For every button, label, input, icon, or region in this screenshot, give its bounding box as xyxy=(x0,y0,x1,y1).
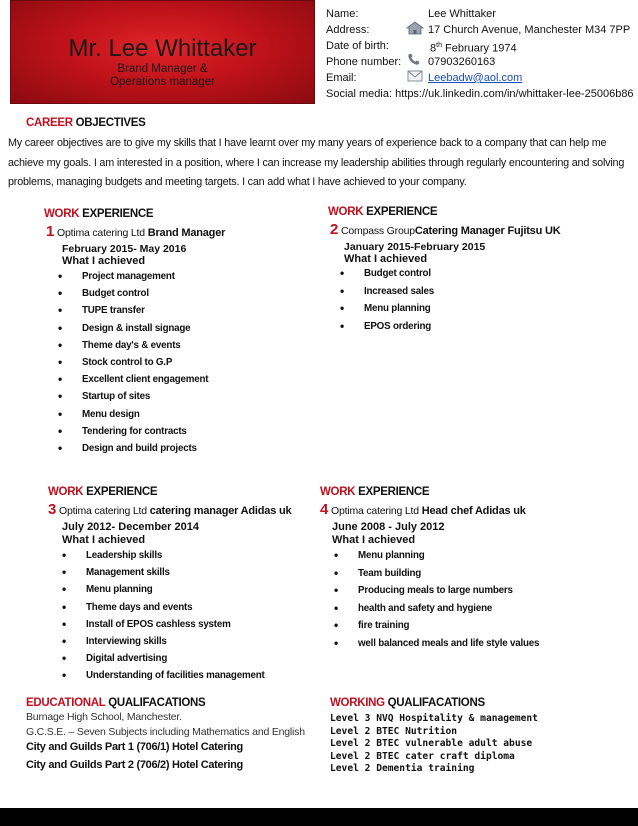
work-experience-title-4: WORK EXPERIENCE xyxy=(320,486,430,498)
phone-label: Phone number: xyxy=(326,56,402,68)
list-item: • Interviewing skills xyxy=(62,633,265,650)
list-item: • EPOS ordering xyxy=(340,318,434,336)
list-item: Level 2 BTEC Nutrition xyxy=(330,725,458,737)
name-label: Name: xyxy=(326,8,359,20)
list-item: • Theme days and events xyxy=(62,599,265,616)
list-item: • Team building xyxy=(334,565,539,583)
education-gcse: G.C.S.E. – Seven Subjects including Mathematics and English xyxy=(26,726,305,738)
list-item: Level 2 BTEC vulnerable adult abuse xyxy=(330,738,533,749)
list-item: • Excellent client engagement xyxy=(58,371,208,388)
subtitle-line-1: Brand Manager & xyxy=(117,63,208,75)
list-item: • Design and build projects xyxy=(58,440,208,457)
job-2-dates: January 2015-February 2015 xyxy=(344,241,486,253)
dob-value: 8th February 1974 xyxy=(430,42,517,55)
education-city-guilds-2: City and Guilds Part 2 (706/2) Hotel Catering xyxy=(26,759,243,771)
dob-label: Date of birth: xyxy=(326,40,389,52)
list-item: • Producing meals to large numbers xyxy=(334,582,539,600)
job-1-list xyxy=(58,268,208,457)
list-item: • health and safety and hygiene xyxy=(334,600,539,618)
candidate-name: Mr. Lee Whittaker xyxy=(68,35,257,62)
work-experience-title-1: WORK EXPERIENCE xyxy=(44,208,154,220)
subtitle-line-2: Operations manager xyxy=(110,76,215,88)
list-item: Level 3 NVQ Hospitality & management xyxy=(330,713,538,724)
list-item: • Menu planning xyxy=(340,300,434,318)
list-item: • Leadership skills xyxy=(62,547,265,564)
job-4-list xyxy=(334,547,539,653)
job-3-list xyxy=(62,547,265,685)
working-qualifications-title: WORKING QUALIFACATIONS xyxy=(330,697,485,709)
job-1-achieved-label: What I achieved xyxy=(62,255,146,267)
social-media: Social media: https://uk.linkedin.com/in/whittaker-lee-25006b86 xyxy=(326,88,634,100)
footer-bar xyxy=(0,808,638,826)
education-school: Burnage High School, Manchester. xyxy=(26,711,182,723)
job-1-dates: February 2015- May 2016 xyxy=(62,243,187,255)
list-item: • Startup of sites xyxy=(58,388,208,405)
job-2-achieved-label: What I achieved xyxy=(344,253,428,265)
job-3-achieved-label: What I achieved xyxy=(62,534,146,546)
list-item: • Understanding of facilities management xyxy=(62,667,265,684)
list-item: • Menu design xyxy=(58,406,208,423)
job-3-heading: 3 Optima catering Ltd catering manager Adidas uk xyxy=(48,501,292,518)
address-label: Address: xyxy=(326,24,370,36)
phone-icon xyxy=(406,52,424,66)
list-item: • Stock control to G.P xyxy=(58,354,208,371)
career-objectives-title: CAREER OBJECTIVES xyxy=(26,117,146,129)
name-value: Lee Whittaker xyxy=(428,8,496,20)
job-2-heading: 2 Compass GroupCatering Manager Fujitsu UK xyxy=(330,221,561,238)
educational-qualifications-title: EDUCATIONAL QUALIFACATIONS xyxy=(26,697,206,709)
job-2-list xyxy=(340,265,434,335)
list-item: • Management skills xyxy=(62,564,265,581)
list-item: • fire training xyxy=(334,617,539,635)
list-item: • Theme day's & events xyxy=(58,337,208,354)
list-item: Level 2 BTEC cater craft diploma xyxy=(330,750,515,762)
list-item: • Menu planning xyxy=(62,581,265,598)
list-item: • Budget control xyxy=(340,265,434,283)
work-experience-title-3: WORK EXPERIENCE xyxy=(48,486,158,498)
phone-value: 07903260163 xyxy=(428,56,496,68)
list-item: • Project management xyxy=(58,268,208,285)
job-3-dates: July 2012- December 2014 xyxy=(62,521,199,533)
list-item: • Design & install signage xyxy=(58,320,208,337)
list-item: • Menu planning xyxy=(334,547,539,565)
work-experience-title-2: WORK EXPERIENCE xyxy=(328,206,438,218)
email-link[interactable]: Leebadw@aol.com xyxy=(428,72,523,84)
list-item: • Increased sales xyxy=(340,283,434,301)
email-label: Email: xyxy=(326,72,357,84)
list-item: • Install of EPOS cashless system xyxy=(62,616,265,633)
address-value: 17 Church Avenue, Manchester M34 7PP xyxy=(428,24,631,36)
job-4-achieved-label: What I achieved xyxy=(332,534,416,546)
job-4-heading: 4 Optima catering Ltd Head chef Adidas uk xyxy=(320,501,526,518)
envelope-icon xyxy=(406,69,424,83)
working-qualifications-list xyxy=(330,713,538,776)
house-icon xyxy=(406,21,424,35)
list-item: Level 2 Dementia training xyxy=(330,763,475,774)
list-item: • TUPE transfer xyxy=(58,302,208,319)
career-objectives-text: My career objectives are to give my skills that I have learnt over my many years of experience back to a company that can help me achieve my goals. I am interested in a position, where I can increase my leadership abilities through regularly encountering and solving problems, managing budgets and meeting targets. I can add what I have achieved to your company. xyxy=(8,137,625,188)
list-item: • Tendering for contracts xyxy=(58,423,208,440)
list-item: • well balanced meals and life style values xyxy=(334,635,539,653)
list-item: • Digital advertising xyxy=(62,650,265,667)
education-city-guilds-1: City and Guilds Part 1 (706/1) Hotel Catering xyxy=(26,741,243,753)
job-1-heading: 1 Optima catering Ltd Brand Manager xyxy=(46,223,226,240)
list-item: • Budget control xyxy=(58,285,208,302)
job-4-dates: June 2008 - July 2012 xyxy=(332,521,445,533)
header-banner xyxy=(10,0,315,104)
